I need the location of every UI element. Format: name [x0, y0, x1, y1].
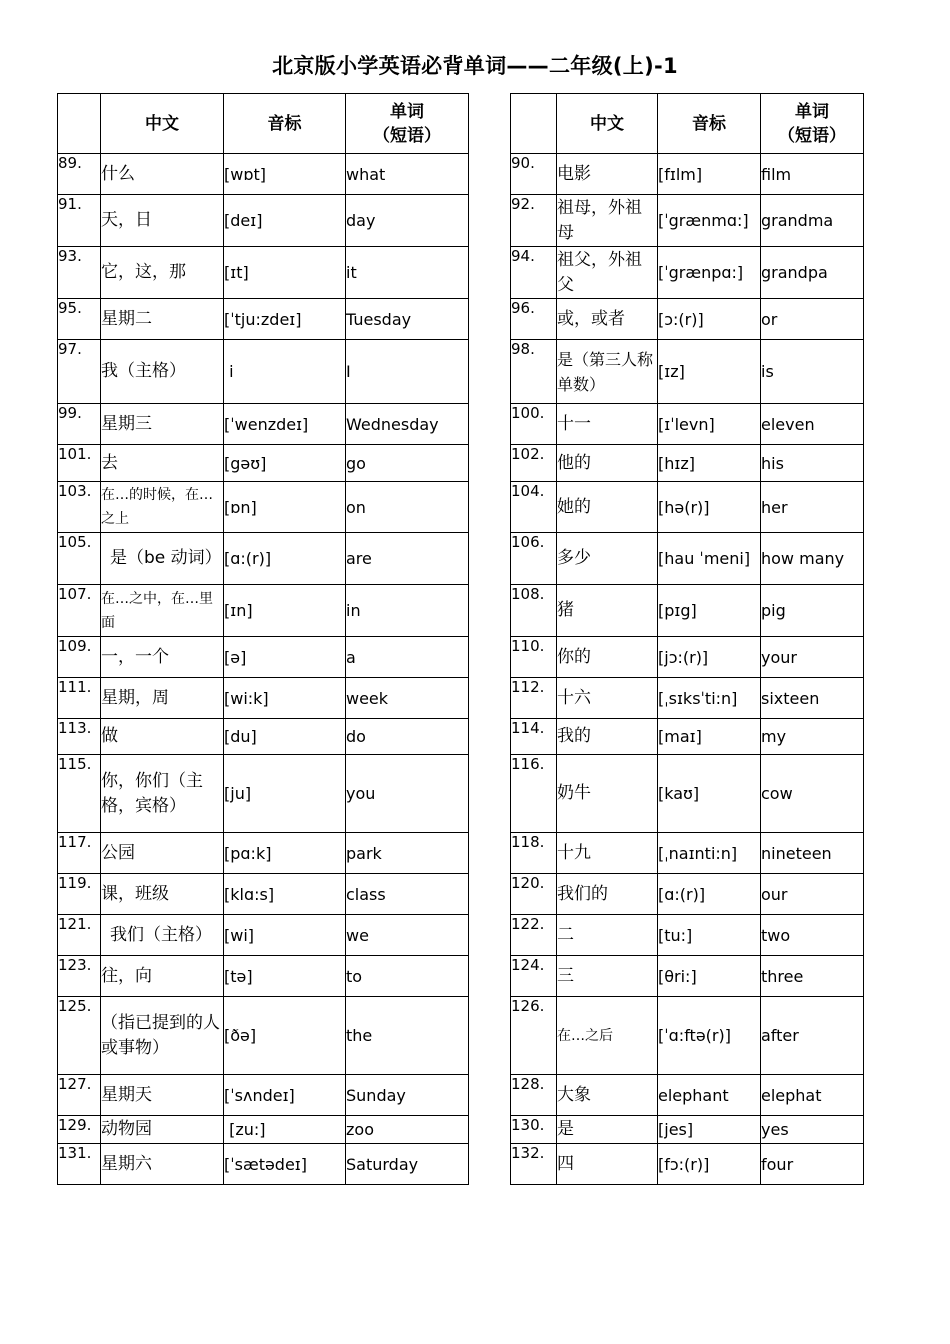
table-row: [58, 340, 469, 404]
row-number: 100.: [511, 404, 557, 445]
english-word: the: [346, 997, 469, 1075]
phonetic: [ˈgrænmɑ:]: [658, 195, 761, 247]
row-number: 92.: [511, 195, 557, 247]
chinese-meaning: 她的: [557, 482, 658, 533]
row-number: 117.: [58, 833, 101, 874]
phonetic: [wɒt]: [224, 154, 346, 195]
header-number: [511, 94, 557, 154]
table-row: [511, 482, 864, 533]
row-number: 120.: [511, 874, 557, 915]
table-row: [58, 445, 469, 482]
phonetic: [ɒn]: [224, 482, 346, 533]
table-row: [58, 1075, 469, 1116]
table-row: [58, 482, 469, 533]
chinese-meaning: 你的: [557, 637, 658, 678]
english-word: you: [346, 755, 469, 833]
table-row: [511, 445, 864, 482]
table-row: [58, 154, 469, 195]
english-word: nineteen: [761, 833, 864, 874]
row-number: 104.: [511, 482, 557, 533]
english-word: Tuesday: [346, 299, 469, 340]
english-word: do: [346, 719, 469, 755]
chinese-meaning: 什么: [101, 154, 224, 195]
row-number: 107.: [58, 585, 101, 637]
english-word: park: [346, 833, 469, 874]
english-word: three: [761, 956, 864, 997]
chinese-meaning: 动物园: [101, 1116, 224, 1144]
row-number: 99.: [58, 404, 101, 445]
phonetic: [hɪz]: [658, 445, 761, 482]
header-word: 单词 （短语）: [761, 94, 864, 154]
phonetic: [ˈsætədeɪ]: [224, 1144, 346, 1185]
row-number: 123.: [58, 956, 101, 997]
table-row: [511, 247, 864, 299]
phonetic: [ju]: [224, 755, 346, 833]
table-row: [58, 533, 469, 585]
chinese-meaning: 星期天: [101, 1075, 224, 1116]
chinese-meaning: 十一: [557, 404, 658, 445]
header-number: [58, 94, 101, 154]
english-word: a: [346, 637, 469, 678]
row-number: 128.: [511, 1075, 557, 1116]
row-number: 94.: [511, 247, 557, 299]
chinese-meaning: 天，日: [101, 195, 224, 247]
chinese-meaning: 你，你们（主格，宾格）: [101, 755, 224, 833]
english-word: his: [761, 445, 864, 482]
header-chinese: 中文: [557, 94, 658, 154]
chinese-meaning: 十九: [557, 833, 658, 874]
english-word: sixteen: [761, 678, 864, 719]
english-word: go: [346, 445, 469, 482]
phonetic: [ɔ:(r)]: [658, 299, 761, 340]
phonetic: [maɪ]: [658, 719, 761, 755]
phonetic: [pɪg]: [658, 585, 761, 637]
phonetic: [jɔ:(r)]: [658, 637, 761, 678]
row-number: 109.: [58, 637, 101, 678]
row-number: 130.: [511, 1116, 557, 1144]
english-word: my: [761, 719, 864, 755]
phonetic: [ɪz]: [658, 340, 761, 404]
table-header-row: [58, 94, 469, 154]
english-word: pig: [761, 585, 864, 637]
table-row: [58, 585, 469, 637]
phonetic: [fɪlm]: [658, 154, 761, 195]
english-word: are: [346, 533, 469, 585]
english-word: cow: [761, 755, 864, 833]
table-row: [511, 533, 864, 585]
chinese-meaning: 星期二: [101, 299, 224, 340]
chinese-meaning: 十六: [557, 678, 658, 719]
row-number: 122.: [511, 915, 557, 956]
chinese-meaning: 祖父，外祖父: [557, 247, 658, 299]
chinese-meaning: 电影: [557, 154, 658, 195]
row-number: 108.: [511, 585, 557, 637]
table-row: [58, 997, 469, 1075]
row-number: 95.: [58, 299, 101, 340]
table-row: [511, 154, 864, 195]
row-number: 110.: [511, 637, 557, 678]
chinese-meaning: 三: [557, 956, 658, 997]
phonetic: [wi:k]: [224, 678, 346, 719]
row-number: 111.: [58, 678, 101, 719]
english-word: what: [346, 154, 469, 195]
english-word: two: [761, 915, 864, 956]
table-row: [511, 997, 864, 1075]
table-row: [511, 678, 864, 719]
chinese-meaning: 我们（主格）: [101, 915, 224, 956]
table-row: [58, 833, 469, 874]
chinese-meaning: 星期六: [101, 1144, 224, 1185]
table-row: [511, 719, 864, 755]
phonetic: [ɪˈlevn]: [658, 404, 761, 445]
table-row: [511, 956, 864, 997]
english-word: is: [761, 340, 864, 404]
table-row: [58, 247, 469, 299]
row-number: 98.: [511, 340, 557, 404]
chinese-meaning: 星期三: [101, 404, 224, 445]
english-word: Wednesday: [346, 404, 469, 445]
table-header-row: [511, 94, 864, 154]
chinese-meaning: 或，或者: [557, 299, 658, 340]
row-number: 116.: [511, 755, 557, 833]
chinese-meaning: 在…的时候，在…之上: [101, 482, 224, 533]
chinese-meaning: 奶牛: [557, 755, 658, 833]
chinese-meaning: 是（be 动词）: [101, 533, 224, 585]
page-title: 北京版小学英语必背单词——二年级(上)-1: [272, 54, 678, 78]
english-word: zoo: [346, 1116, 469, 1144]
english-word: it: [346, 247, 469, 299]
table-row: [58, 637, 469, 678]
vocab-table-right: [510, 93, 864, 1185]
chinese-meaning: 在…之后: [557, 997, 658, 1075]
table-row: [58, 1144, 469, 1185]
table-row: [58, 874, 469, 915]
row-number: 90.: [511, 154, 557, 195]
chinese-meaning: （指已提到的人或事物）: [101, 997, 224, 1075]
table-row: [58, 956, 469, 997]
row-number: 127.: [58, 1075, 101, 1116]
chinese-meaning: 我们的: [557, 874, 658, 915]
english-word: grandma: [761, 195, 864, 247]
table-row: [58, 678, 469, 719]
phonetic: [ɪt]: [224, 247, 346, 299]
vocab-table-left: [57, 93, 469, 1185]
table-row: [58, 719, 469, 755]
english-word: day: [346, 195, 469, 247]
english-word: how many: [761, 533, 864, 585]
table-row: [511, 637, 864, 678]
row-number: 113.: [58, 719, 101, 755]
english-word: week: [346, 678, 469, 719]
english-word: on: [346, 482, 469, 533]
table-row: [511, 195, 864, 247]
phonetic: [ˈtju:zdeɪ]: [224, 299, 346, 340]
phonetic: [ˌnaɪnti:n]: [658, 833, 761, 874]
phonetic: [ˈsʌndeɪ]: [224, 1075, 346, 1116]
row-number: 105.: [58, 533, 101, 585]
row-number: 96.: [511, 299, 557, 340]
phonetic: [θri:]: [658, 956, 761, 997]
chinese-meaning: 是（第三人称单数）: [557, 340, 658, 404]
header-phonetic: 音标: [224, 94, 346, 154]
chinese-meaning: 做: [101, 719, 224, 755]
phonetic: [jes]: [658, 1116, 761, 1144]
table-row: [511, 1075, 864, 1116]
chinese-meaning: 星期，周: [101, 678, 224, 719]
phonetic: [ɪn]: [224, 585, 346, 637]
row-number: 119.: [58, 874, 101, 915]
row-number: 106.: [511, 533, 557, 585]
table-row: [511, 1116, 864, 1144]
chinese-meaning: 猪: [557, 585, 658, 637]
table-row: [511, 874, 864, 915]
table-row: [511, 585, 864, 637]
phonetic: [hau ˈmeni]: [658, 533, 761, 585]
english-word: we: [346, 915, 469, 956]
table-row: [58, 1116, 469, 1144]
phonetic: [ˈɑ:ftə(r)]: [658, 997, 761, 1075]
row-number: 121.: [58, 915, 101, 956]
chinese-meaning: 公园: [101, 833, 224, 874]
phonetic: [ˌsɪksˈti:n]: [658, 678, 761, 719]
row-number: 124.: [511, 956, 557, 997]
english-word: her: [761, 482, 864, 533]
table-row: [58, 195, 469, 247]
phonetic: [fɔ:(r)]: [658, 1144, 761, 1185]
table-row: [58, 299, 469, 340]
phonetic: [ɑ:(r)]: [658, 874, 761, 915]
chinese-meaning: 在…之中，在…里面: [101, 585, 224, 637]
row-number: 132.: [511, 1144, 557, 1185]
phonetic: [deɪ]: [224, 195, 346, 247]
english-word: grandpa: [761, 247, 864, 299]
table-row: [511, 299, 864, 340]
row-number: 97.: [58, 340, 101, 404]
phonetic: [tə]: [224, 956, 346, 997]
chinese-meaning: 大象: [557, 1075, 658, 1116]
table-row: [511, 755, 864, 833]
chinese-meaning: 一，一个: [101, 637, 224, 678]
table-row: [511, 915, 864, 956]
phonetic: [hə(r)]: [658, 482, 761, 533]
row-number: 115.: [58, 755, 101, 833]
english-word: your: [761, 637, 864, 678]
phonetic: [ˈgrænpɑ:]: [658, 247, 761, 299]
chinese-meaning: 它，这，那: [101, 247, 224, 299]
row-number: 118.: [511, 833, 557, 874]
table-row: [58, 404, 469, 445]
english-word: I: [346, 340, 469, 404]
phonetic: [tu:]: [658, 915, 761, 956]
phonetic: i: [224, 340, 346, 404]
phonetic: [ðə]: [224, 997, 346, 1075]
row-number: 103.: [58, 482, 101, 533]
english-word: Saturday: [346, 1144, 469, 1185]
english-word: yes: [761, 1116, 864, 1144]
english-word: class: [346, 874, 469, 915]
header-word: 单词 （短语）: [346, 94, 469, 154]
phonetic: [ɑ:(r)]: [224, 533, 346, 585]
table-row: [511, 404, 864, 445]
phonetic: [zu:]: [224, 1116, 346, 1144]
phonetic: [kaʊ]: [658, 755, 761, 833]
phonetic: [ə]: [224, 637, 346, 678]
chinese-meaning: 我（主格）: [101, 340, 224, 404]
chinese-meaning: 往，向: [101, 956, 224, 997]
chinese-meaning: 课，班级: [101, 874, 224, 915]
row-number: 126.: [511, 997, 557, 1075]
chinese-meaning: 去: [101, 445, 224, 482]
row-number: 91.: [58, 195, 101, 247]
english-word: our: [761, 874, 864, 915]
table-row: [58, 915, 469, 956]
phonetic: [du]: [224, 719, 346, 755]
table-row: [511, 1144, 864, 1185]
row-number: 102.: [511, 445, 557, 482]
english-word: in: [346, 585, 469, 637]
english-word: four: [761, 1144, 864, 1185]
english-word: after: [761, 997, 864, 1075]
table-row: [511, 340, 864, 404]
chinese-meaning: 四: [557, 1144, 658, 1185]
table-row: [511, 833, 864, 874]
row-number: 129.: [58, 1116, 101, 1144]
row-number: 93.: [58, 247, 101, 299]
row-number: 125.: [58, 997, 101, 1075]
phonetic: [gəʊ]: [224, 445, 346, 482]
english-word: to: [346, 956, 469, 997]
row-number: 89.: [58, 154, 101, 195]
header-chinese: 中文: [101, 94, 224, 154]
row-number: 131.: [58, 1144, 101, 1185]
chinese-meaning: 我的: [557, 719, 658, 755]
chinese-meaning: 是: [557, 1116, 658, 1144]
english-word: film: [761, 154, 864, 195]
row-number: 101.: [58, 445, 101, 482]
chinese-meaning: 多少: [557, 533, 658, 585]
english-word: eleven: [761, 404, 864, 445]
table-row: [58, 755, 469, 833]
phonetic: [ˈwenzdeɪ]: [224, 404, 346, 445]
phonetic: [wi]: [224, 915, 346, 956]
english-word: elephat: [761, 1075, 864, 1116]
row-number: 112.: [511, 678, 557, 719]
phonetic: [klɑ:s]: [224, 874, 346, 915]
chinese-meaning: 二: [557, 915, 658, 956]
chinese-meaning: 他的: [557, 445, 658, 482]
english-word: Sunday: [346, 1075, 469, 1116]
row-number: 114.: [511, 719, 557, 755]
chinese-meaning: 祖母，外祖母: [557, 195, 658, 247]
english-word: or: [761, 299, 864, 340]
header-phonetic: 音标: [658, 94, 761, 154]
phonetic: elephant: [658, 1075, 761, 1116]
phonetic: [pɑ:k]: [224, 833, 346, 874]
